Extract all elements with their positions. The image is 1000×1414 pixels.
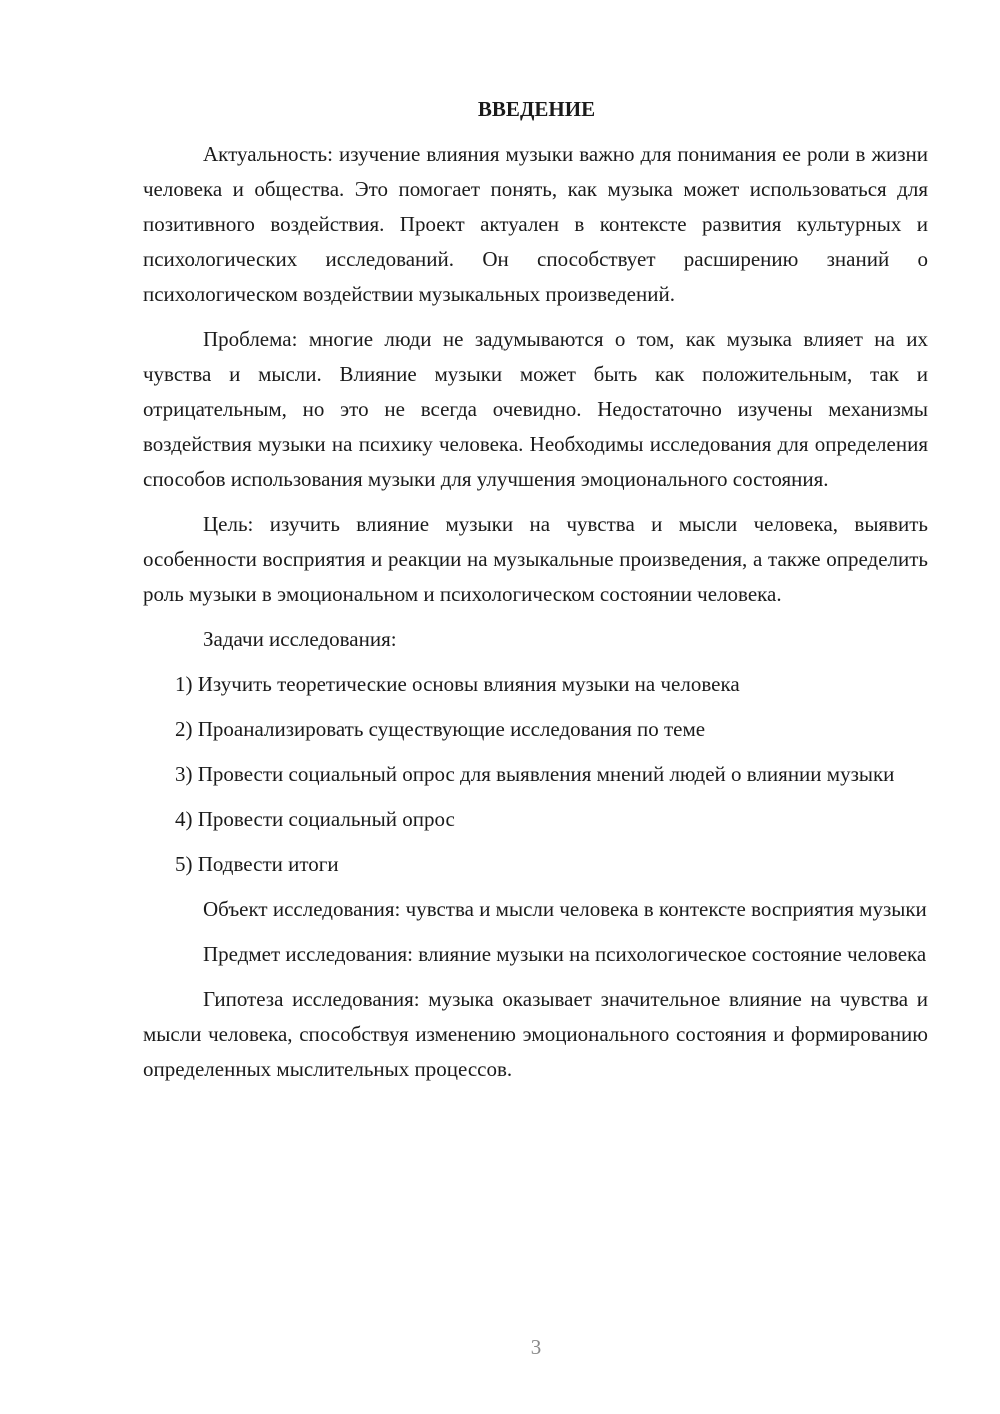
document-page (143, 92, 928, 1097)
goal-paragraph: Цель: изучить влияние музыки на чувства и мысли человека, выявить особенности восприятия и реакции на музыкальные произведения, а также определить роль музыки в эмоциональном и психологическом состоянии человека. (143, 512, 928, 606)
problem-paragraph: Проблема: многие люди не задумываются о том, как музыка влияет на их чувства и мысли. Влияние музыки может быть как положительным, так и отрицательным, но это не всегда очевидно. Недостаточно изучены механизмы воздействия музыки на психику человека. Необходимы исследования для определения способов использования музыки для улучшения эмоционального состояния. (143, 327, 928, 491)
object-paragraph: Объект исследования: чувства и мысли человека в контексте восприятия музыки (203, 897, 927, 921)
task-item-4: 4) Провести социальный опрос (175, 807, 455, 831)
page-number: 3 (530, 1335, 542, 1359)
task-item-3: 3) Провести социальный опрос для выявления мнений людей о влиянии музыки (175, 762, 895, 786)
task-item-1: 1) Изучить теоретические основы влияния музыки на человека (175, 672, 740, 696)
relevance-paragraph: Актуальность: изучение влияния музыки важно для понимания ее роли в жизни человека и общества. Это помогает понять, как музыка может использоваться для позитивного воздействия. Проект актуален в контексте развития культурных и психологических исследований. Он способствует расширению знаний о психологическом воздействии музыкальных произведений. (143, 142, 928, 306)
tasks-heading: Задачи исследования: (203, 627, 397, 651)
task-item-5: 5) Подвести итоги (175, 852, 339, 876)
document-title: ВВЕДЕНИЕ (477, 97, 596, 121)
subject-paragraph: Предмет исследования: влияние музыки на психологическое состояние человека (203, 942, 927, 966)
task-item-2: 2) Проанализировать существующие исследования по теме (175, 717, 706, 741)
hypothesis-paragraph: Гипотеза исследования: музыка оказывает значительное влияние на чувства и мысли человека, способствуя изменению эмоционального состояния и формированию определенных мыслительных процессов. (143, 987, 928, 1081)
